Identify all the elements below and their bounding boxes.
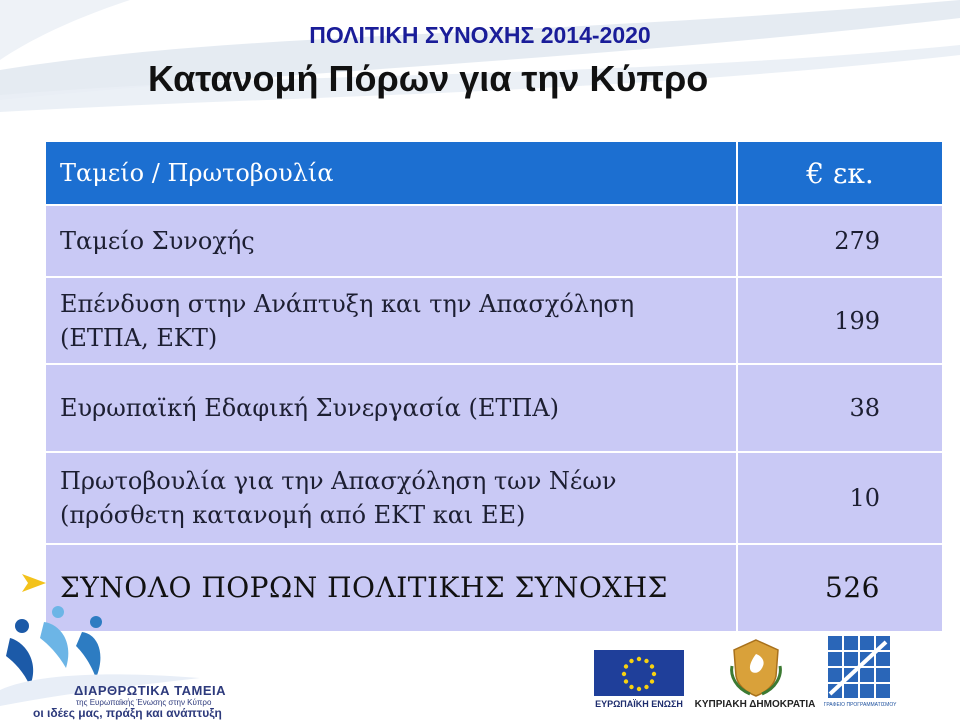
- row-label-line2: (ΕΤΠΑ, ΕΚΤ): [60, 323, 218, 352]
- cyprus-label: ΚΥΠΡΙΑΚΗ ΔΗΜΟΚΡΑΤΙΑ: [694, 699, 816, 710]
- row-value: 38: [737, 364, 943, 452]
- funds-subtitle: της Ευρωπαϊκής Ένωσης στην Κύπρο: [76, 698, 212, 707]
- funds-slogan: οι ιδέες μας, πράξη και ανάπτυξη: [33, 706, 222, 720]
- row-label: Ευρωπαϊκή Εδαφική Συνεργασία (ΕΤΠΑ): [45, 364, 737, 452]
- allocation-table: [44, 140, 944, 633]
- row-label-line1: Επένδυση στην Ανάπτυξη και την Απασχόληση: [60, 289, 635, 318]
- table-row: [45, 277, 943, 364]
- total-value: 526: [737, 544, 943, 632]
- table-row: [45, 452, 943, 544]
- row-value: 10: [737, 452, 943, 544]
- row-label-line1: Πρωτοβουλία για την Απασχόληση των Νέων: [60, 467, 617, 495]
- planning-label: ΓΡΑΦΕΙΟ ΠΡΟΓΡΑΜΜΑΤΙΣΜΟΥ: [823, 702, 897, 708]
- row-label: Ταμείο Συνοχής: [45, 205, 737, 277]
- header-fund: Ταμείο / Πρωτοβουλία: [45, 141, 737, 205]
- table-row: [45, 205, 943, 277]
- slide-subtitle: Κατανομή Πόρων για την Κύπρο: [148, 58, 709, 99]
- table-row: [45, 364, 943, 452]
- row-label: [45, 277, 737, 364]
- cyprus-emblem-icon: [726, 636, 786, 698]
- slide-title: ΠΟΛΙΤΙΚΗ ΣΥΝΟΧΗΣ 2014-2020: [309, 22, 651, 48]
- table-header-row: [45, 141, 943, 205]
- eu-flag-icon: [594, 650, 684, 696]
- row-value: 279: [737, 205, 943, 277]
- row-value: 199: [737, 277, 943, 364]
- planning-bureau-logo: [826, 634, 892, 700]
- total-label: ΣΥΝΟΛΟ ΠΟΡΩΝ ΠΟΛΙΤΙΚΗΣ ΣΥΝΟΧΗΣ: [45, 544, 737, 632]
- row-label-line2: (πρόσθετη κατανομή από ΕΚΤ και ΕΕ): [60, 501, 526, 529]
- header-amount: € εκ.: [737, 141, 943, 205]
- eu-label: ΕΥΡΩΠΑΪΚΗ ΕΝΩΣΗ: [595, 699, 683, 709]
- funds-name: ΔΙΑΡΘΡΩΤΙΚΑ ΤΑΜΕΙΑ: [74, 683, 227, 698]
- row-label: [45, 452, 737, 544]
